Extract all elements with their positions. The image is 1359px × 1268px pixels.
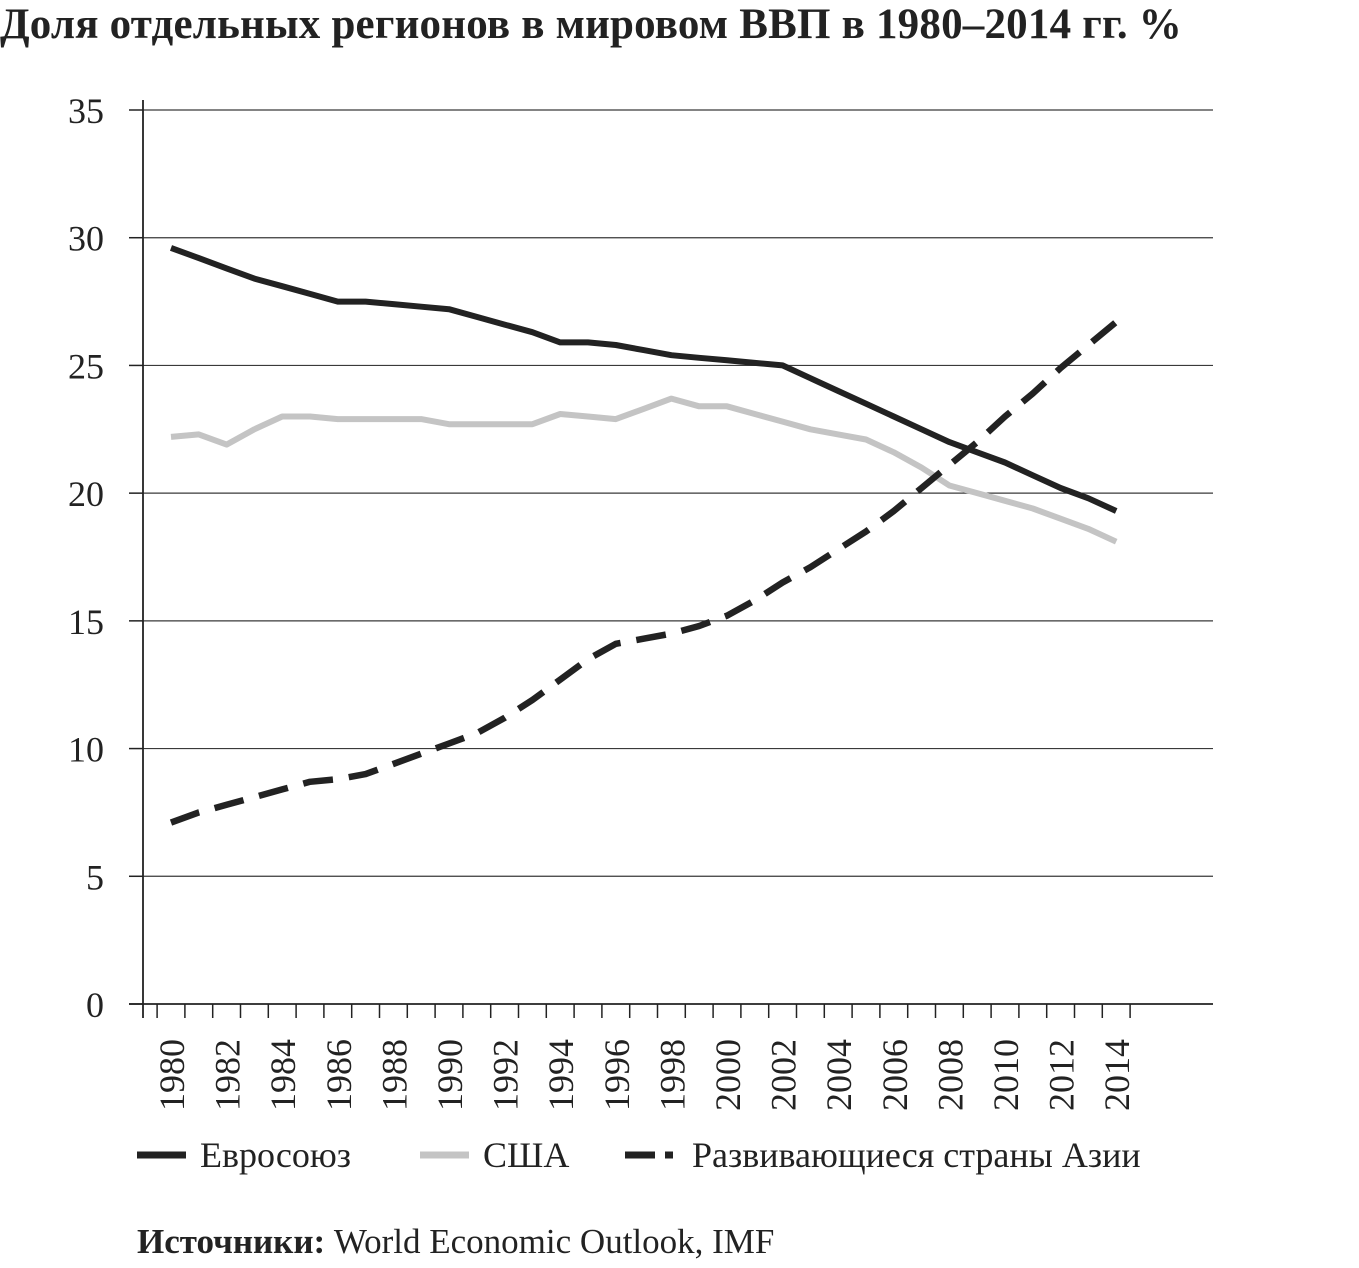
chart-title: Доля отдельных регионов в мировом ВВП в 1980–2014 гг. % xyxy=(0,1,1182,48)
y-tick-label-5: 5 xyxy=(86,857,104,898)
legend-label-1: США xyxy=(483,1135,570,1175)
x-tick-label-2002: 2002 xyxy=(763,1039,804,1111)
series-line-1 xyxy=(171,399,1116,542)
legend-label-0: Евросоюз xyxy=(200,1135,351,1175)
y-tick-label-0: 0 xyxy=(86,985,104,1025)
x-tick-label-1998: 1998 xyxy=(652,1039,693,1111)
y-tick-label-35: 35 xyxy=(68,91,104,131)
x-tick-label-1996: 1996 xyxy=(596,1039,637,1111)
grid-lines xyxy=(143,110,1213,876)
x-tick-label-1982: 1982 xyxy=(207,1039,248,1111)
series-lines xyxy=(171,248,1116,823)
x-tick-label-2000: 2000 xyxy=(708,1039,748,1111)
x-tick-label-1990: 1990 xyxy=(430,1039,470,1111)
source-text: World Economic Outlook, IMF xyxy=(325,1222,775,1261)
x-tick-label-1986: 1986 xyxy=(318,1039,359,1111)
axes xyxy=(68,91,1213,1111)
x-tick-label-1988: 1988 xyxy=(374,1039,415,1111)
series-line-0 xyxy=(171,248,1116,511)
x-tick-label-2004: 2004 xyxy=(819,1039,860,1111)
source-note xyxy=(137,1222,774,1262)
x-tick-label-1984: 1984 xyxy=(263,1039,304,1111)
x-tick-label-1992: 1992 xyxy=(485,1039,526,1111)
x-tick-label-1994: 1994 xyxy=(541,1039,582,1111)
x-tick-label-2012: 2012 xyxy=(1041,1039,1082,1111)
x-tick-label-2010: 2010 xyxy=(986,1039,1026,1111)
x-tick-label-1980: 1980 xyxy=(152,1039,192,1111)
y-tick-label-20: 20 xyxy=(68,474,104,515)
x-tick-label-2008: 2008 xyxy=(930,1039,971,1111)
x-tick-label-2006: 2006 xyxy=(874,1039,915,1111)
y-tick-label-25: 25 xyxy=(68,346,104,387)
source-label: Источники: xyxy=(137,1222,326,1261)
x-tick-label-2014: 2014 xyxy=(1097,1039,1138,1111)
legend xyxy=(137,1135,1141,1175)
legend-label-2: Развивающиеся страны Азии xyxy=(692,1135,1141,1175)
y-tick-label-30: 30 xyxy=(68,218,104,259)
y-tick-label-10: 10 xyxy=(68,729,104,770)
y-tick-label-15: 15 xyxy=(68,601,104,642)
series-line-2 xyxy=(171,322,1116,823)
